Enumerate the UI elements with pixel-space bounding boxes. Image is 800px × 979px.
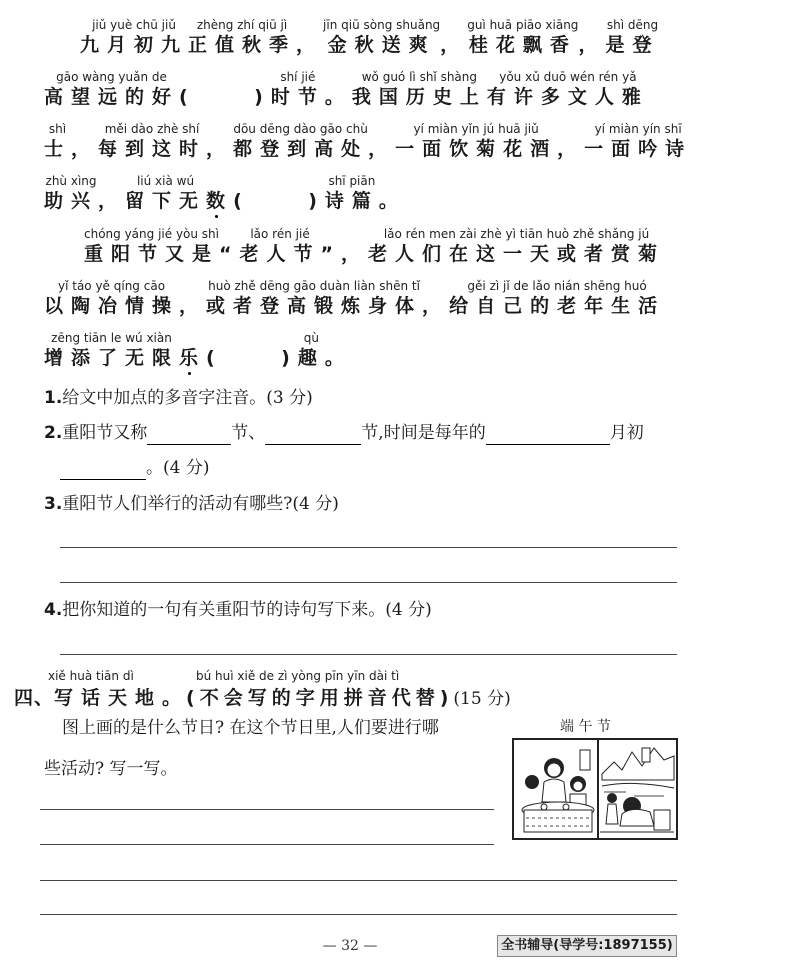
hanzi-text: 。 bbox=[324, 86, 352, 108]
pinyin-word-unit bbox=[379, 173, 406, 213]
hanzi-text: 老人节 bbox=[239, 243, 321, 265]
hanzi-text: 乐 bbox=[179, 347, 207, 369]
pinyin-text: yí miàn yǐn jú huā jiǔ bbox=[413, 122, 539, 136]
answer-line-q3-2[interactable] bbox=[60, 582, 677, 583]
emphasis-dot bbox=[215, 215, 218, 218]
pinyin-word-unit bbox=[206, 173, 233, 213]
answer-line-q3-1[interactable] bbox=[60, 547, 677, 548]
section-4-title-b: 。(不会写的字用拼音代替) bbox=[162, 687, 454, 709]
hanzi-text: 以陶冶情操 bbox=[44, 295, 180, 317]
hanzi-text: 有许多文人雅 bbox=[486, 86, 649, 108]
pinyin-text: yí miàn yín shī bbox=[594, 122, 682, 136]
pinyin-text: huò zhě dēng gāo duàn liàn shēn tǐ bbox=[208, 279, 420, 293]
hanzi-text: ( ) bbox=[206, 347, 298, 369]
pinyin-word-unit bbox=[179, 69, 271, 109]
pinyin-word-unit bbox=[557, 121, 584, 161]
guide-number-badge: 全书辅导(导学号:1897155) bbox=[497, 935, 677, 957]
passage-line-3 bbox=[44, 121, 692, 161]
pinyin-text: lǎo rén jié bbox=[250, 227, 310, 241]
writing-prompt-line-1: 图上画的是什么节日? 在这个节日里,人们要进行哪 bbox=[62, 718, 439, 738]
hanzi-text: 助兴 bbox=[44, 190, 99, 212]
pinyin-text: chóng yáng jié yòu shì bbox=[84, 227, 219, 241]
question-2-text-c: 节,时间是每年的 bbox=[361, 423, 486, 443]
pinyin-text: shì dēng bbox=[606, 18, 659, 32]
hanzi-text: 是登 bbox=[605, 34, 660, 56]
hanzi-text: 留下无 bbox=[125, 190, 207, 212]
pinyin-word-unit bbox=[352, 69, 487, 109]
writing-line-4[interactable] bbox=[40, 914, 677, 915]
pinyin-word-unit bbox=[80, 17, 188, 57]
illustration-caption: 端 午 节 bbox=[560, 719, 611, 735]
pinyin-text: jīn qiū sòng shuǎng bbox=[323, 18, 441, 32]
answer-blank-day[interactable] bbox=[60, 461, 146, 480]
pinyin-word-unit bbox=[271, 69, 325, 109]
answer-blank-festival-name-1[interactable] bbox=[147, 426, 231, 445]
hanzi-text: 。 bbox=[324, 347, 352, 369]
pinyin-text: qù bbox=[303, 331, 319, 345]
pinyin-word-unit bbox=[321, 226, 369, 266]
pinyin-word-unit bbox=[44, 69, 179, 109]
hanzi-text: ， bbox=[368, 138, 396, 160]
pinyin-text: gěi zì jǐ de lǎo nián shēng huó bbox=[467, 279, 647, 293]
pinyin-word-unit bbox=[325, 173, 379, 213]
writing-line-3[interactable] bbox=[40, 880, 677, 881]
pinyin-word-unit bbox=[395, 121, 557, 161]
hanzi-text: 桂花飘香 bbox=[468, 34, 577, 56]
pinyin-word-unit bbox=[206, 278, 422, 318]
hanzi-text: 重阳节又是 bbox=[84, 243, 220, 265]
hanzi-text: 给自己的老年生活 bbox=[449, 295, 666, 317]
pinyin-text: shì bbox=[48, 122, 67, 136]
hanzi-text: 时节 bbox=[270, 86, 325, 108]
pinyin-word-unit bbox=[449, 278, 665, 318]
writing-line-2[interactable] bbox=[40, 844, 494, 845]
question-1 bbox=[44, 386, 313, 410]
pinyin-text: liú xià wú bbox=[136, 174, 195, 188]
pinyin-word-unit bbox=[71, 121, 98, 161]
question-2-number: 2. bbox=[44, 423, 63, 443]
hanzi-text: 都登到高处 bbox=[233, 138, 369, 160]
question-2 bbox=[44, 421, 644, 445]
question-1-number: 1. bbox=[44, 388, 63, 408]
pinyin-word-unit bbox=[422, 278, 449, 318]
passage-line-7 bbox=[44, 330, 352, 370]
hanzi-text: 增添了无限 bbox=[44, 347, 180, 369]
hanzi-text: 我国历史上 bbox=[351, 86, 487, 108]
hanzi-text: 正值秋季 bbox=[188, 34, 297, 56]
hanzi-text: 士 bbox=[44, 138, 72, 160]
writing-prompt-line-2: 些活动? 写一写。 bbox=[44, 759, 178, 779]
pinyin-text: guì huā piāo xiāng bbox=[467, 18, 579, 32]
question-2-text-a: 重阳节又称 bbox=[62, 423, 148, 443]
hanzi-text: 金秋送爽 bbox=[327, 34, 436, 56]
pinyin-word-unit bbox=[206, 121, 233, 161]
pinyin-word-unit bbox=[206, 330, 298, 370]
pinyin-word-unit bbox=[368, 121, 395, 161]
section-4-score: (15 分) bbox=[453, 689, 511, 709]
hanzi-text: “ bbox=[219, 243, 240, 265]
pinyin-word-unit bbox=[44, 278, 179, 318]
passage-line-1 bbox=[80, 17, 659, 57]
pinyin-word-unit bbox=[44, 330, 179, 370]
question-1-text: 给文中加点的多音字注音。(3 分) bbox=[62, 388, 313, 408]
hanzi-text: ， bbox=[179, 295, 207, 317]
question-4-number: 4. bbox=[44, 600, 63, 620]
question-3-number: 3. bbox=[44, 494, 63, 514]
pinyin-word-unit bbox=[44, 173, 98, 213]
hanzi-text: 老人们在这一天或者赏菊 bbox=[368, 243, 666, 265]
pinyin-text: shí jié bbox=[280, 70, 316, 84]
pinyin-text: dōu dēng dào gāo chù bbox=[233, 122, 368, 136]
illustration-picture bbox=[514, 740, 676, 838]
passage-line-5 bbox=[84, 226, 665, 266]
hanzi-text: 一面饮菊花酒 bbox=[395, 138, 558, 160]
pinyin-word-unit bbox=[605, 17, 659, 57]
section-4-pinyin-b: bú huì xiě de zì yòng pīn yīn dài tì bbox=[196, 669, 400, 683]
pinyin-word-unit bbox=[323, 17, 440, 57]
hanzi-text: 每到这时 bbox=[98, 138, 207, 160]
writing-line-1[interactable] bbox=[40, 809, 494, 810]
pinyin-word-unit bbox=[98, 173, 125, 213]
pinyin-text: zhù xìng bbox=[45, 174, 97, 188]
hanzi-text: ， bbox=[71, 138, 99, 160]
hanzi-text: ， bbox=[440, 34, 468, 56]
pinyin-word-unit bbox=[487, 69, 649, 109]
pinyin-word-unit bbox=[44, 121, 71, 161]
answer-line-q4[interactable] bbox=[60, 654, 677, 655]
question-2-continued bbox=[60, 456, 209, 480]
pinyin-word-unit bbox=[467, 17, 578, 57]
pinyin-word-unit bbox=[233, 121, 368, 161]
question-3 bbox=[44, 492, 339, 516]
hanzi-text: ， bbox=[296, 34, 324, 56]
pinyin-text: zēng tiān le wú xiàn bbox=[51, 331, 172, 345]
hanzi-text: ， bbox=[557, 138, 585, 160]
hanzi-text: ( ) bbox=[233, 190, 325, 212]
section-4-title-a: 写话天地 bbox=[54, 687, 163, 709]
pinyin-word-unit bbox=[584, 121, 692, 161]
emphasis-dot bbox=[188, 372, 191, 375]
pinyin-text: wǒ guó lì shǐ shàng bbox=[361, 70, 478, 84]
pinyin-word-unit bbox=[179, 278, 206, 318]
hanzi-text: ( ) bbox=[179, 86, 271, 108]
pinyin-word-unit bbox=[233, 173, 325, 213]
answer-blank-festival-name-2[interactable] bbox=[265, 426, 361, 445]
passage-line-4 bbox=[44, 173, 406, 213]
hanzi-text: 一面吟诗 bbox=[584, 138, 693, 160]
pinyin-text: lǎo rén men zài zhè yì tiān huò zhě shǎng jú bbox=[383, 227, 650, 241]
passage-line-2 bbox=[44, 69, 649, 109]
pinyin-text: gāo wàng yuǎn de bbox=[56, 70, 167, 84]
hanzi-text: 高望远的好 bbox=[44, 86, 180, 108]
pinyin-word-unit bbox=[84, 226, 219, 266]
pinyin-text: yǐ táo yě qíng cāo bbox=[57, 279, 166, 293]
hanzi-text: 趣 bbox=[297, 347, 325, 369]
section-4-pinyin-a: xiě huà tiān dì bbox=[48, 669, 134, 683]
pinyin-word-unit bbox=[125, 173, 206, 213]
pinyin-text: jiǔ yuè chū jiǔ bbox=[92, 18, 176, 32]
hanzi-text: ”， bbox=[320, 243, 369, 265]
pinyin-word-unit bbox=[188, 17, 296, 57]
page-number: — 32 — bbox=[322, 938, 378, 954]
pinyin-word-unit bbox=[298, 330, 325, 370]
answer-blank-month[interactable] bbox=[486, 426, 610, 445]
hanzi-text: ， bbox=[206, 138, 234, 160]
hanzi-text: ， bbox=[578, 34, 606, 56]
question-2-text-b: 节、 bbox=[231, 423, 266, 443]
hanzi-text: 诗篇 bbox=[324, 190, 379, 212]
hanzi-text: 九月初九 bbox=[80, 34, 189, 56]
passage-line-6 bbox=[44, 278, 665, 318]
pinyin-text: yǒu xǔ duō wén rén yǎ bbox=[499, 70, 637, 84]
question-4-text: 把你知道的一句有关重阳节的诗句写下来。(4 分) bbox=[62, 600, 432, 620]
pinyin-word-unit bbox=[578, 17, 605, 57]
pinyin-word-unit bbox=[325, 330, 352, 370]
section-4-number: 四、 bbox=[14, 687, 55, 709]
hanzi-text: 数 bbox=[206, 190, 234, 212]
pinyin-word-unit bbox=[219, 226, 240, 266]
dragon-boat-festival-illustration bbox=[512, 738, 678, 840]
pinyin-word-unit bbox=[98, 121, 206, 161]
pinyin-word-unit bbox=[440, 17, 467, 57]
pinyin-text: měi dào zhè shí bbox=[104, 122, 200, 136]
hanzi-text: ， bbox=[98, 190, 126, 212]
question-4 bbox=[44, 598, 432, 622]
pinyin-word-unit bbox=[240, 226, 321, 266]
question-2-text-d: 月初 bbox=[609, 423, 644, 443]
hanzi-text: ， bbox=[422, 295, 450, 317]
section-4-title bbox=[14, 684, 511, 710]
pinyin-word-unit bbox=[179, 330, 206, 370]
hanzi-text: 。 bbox=[378, 190, 406, 212]
question-3-text: 重阳节人们举行的活动有哪些?(4 分) bbox=[62, 494, 339, 514]
hanzi-text: 或者登高锻炼身体 bbox=[206, 295, 423, 317]
pinyin-word-unit bbox=[325, 69, 352, 109]
question-2-text-e: 。(4 分) bbox=[146, 458, 210, 478]
pinyin-word-unit bbox=[368, 226, 665, 266]
pinyin-word-unit bbox=[296, 17, 323, 57]
pinyin-text: shī piān bbox=[328, 174, 376, 188]
pinyin-text: zhèng zhí qiū jì bbox=[196, 18, 288, 32]
